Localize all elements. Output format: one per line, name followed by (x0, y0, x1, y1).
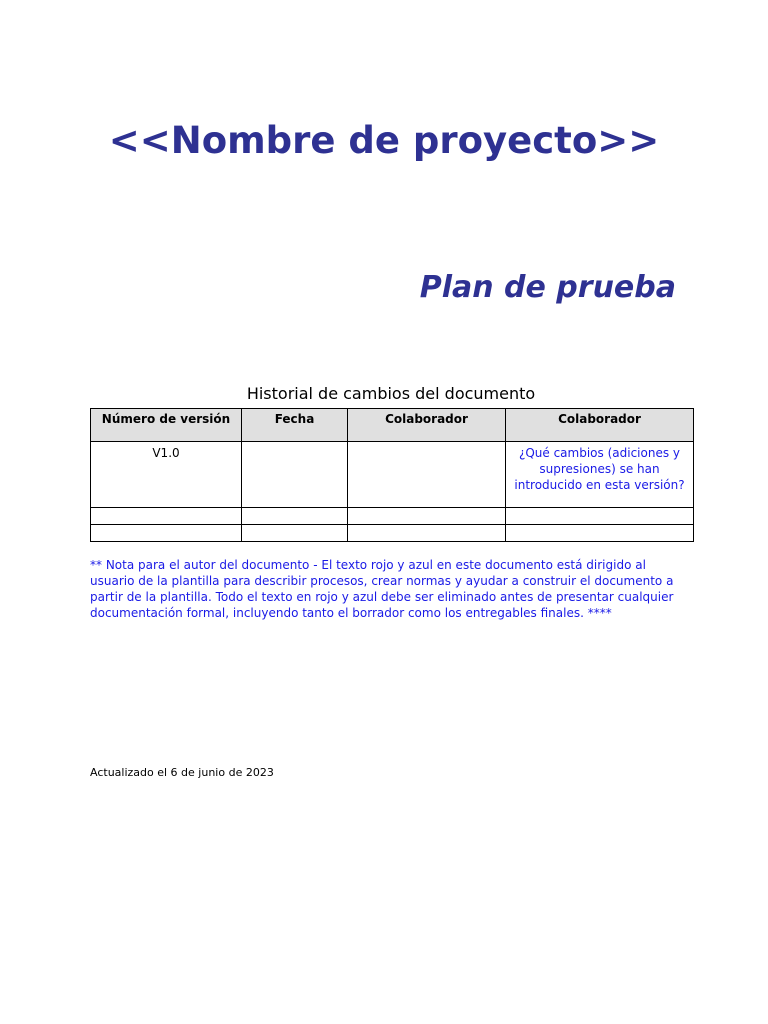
updated-date: Actualizado el 6 de junio de 2023 (90, 766, 274, 779)
table-row (91, 508, 694, 525)
table-row (91, 442, 694, 508)
cell-collaborator (348, 525, 506, 542)
cell-version: V1.0 (91, 442, 242, 508)
history-table-caption: Historial de cambios del documento (246, 384, 536, 403)
cell-date (242, 508, 348, 525)
cell-collaborator (348, 442, 506, 508)
table-row (91, 525, 694, 542)
cell-date (242, 442, 348, 508)
table-header-row (91, 409, 694, 442)
project-title: <<Nombre de proyecto>> (108, 119, 660, 162)
cell-changes: ¿Qué cambios (adiciones y supresiones) se han introducido en esta versión? (506, 442, 694, 508)
cell-version (91, 525, 242, 542)
change-history-table (90, 408, 694, 542)
cell-changes (506, 508, 694, 525)
header-version-number: Número de versión (91, 409, 242, 442)
header-collaborator: Colaborador (348, 409, 506, 442)
header-date: Fecha (242, 409, 348, 442)
cell-date (242, 525, 348, 542)
cell-changes (506, 525, 694, 542)
document-type-title: Plan de prueba (419, 270, 676, 305)
cell-collaborator (348, 508, 506, 525)
author-note: ** Nota para el autor del documento - El texto rojo y azul en este documento está dirigido al usuario de la plantilla para describir procesos, crear normas y ayudar a construir el documento a partir de la plantilla. Todo el texto en rojo y azul debe ser eliminado antes de presentar cualquier documentación formal, incluyendo tanto el borrador como los entregables finales. **** (90, 558, 674, 620)
header-collaborator-changes: Colaborador (506, 409, 694, 442)
cell-version (91, 508, 242, 525)
